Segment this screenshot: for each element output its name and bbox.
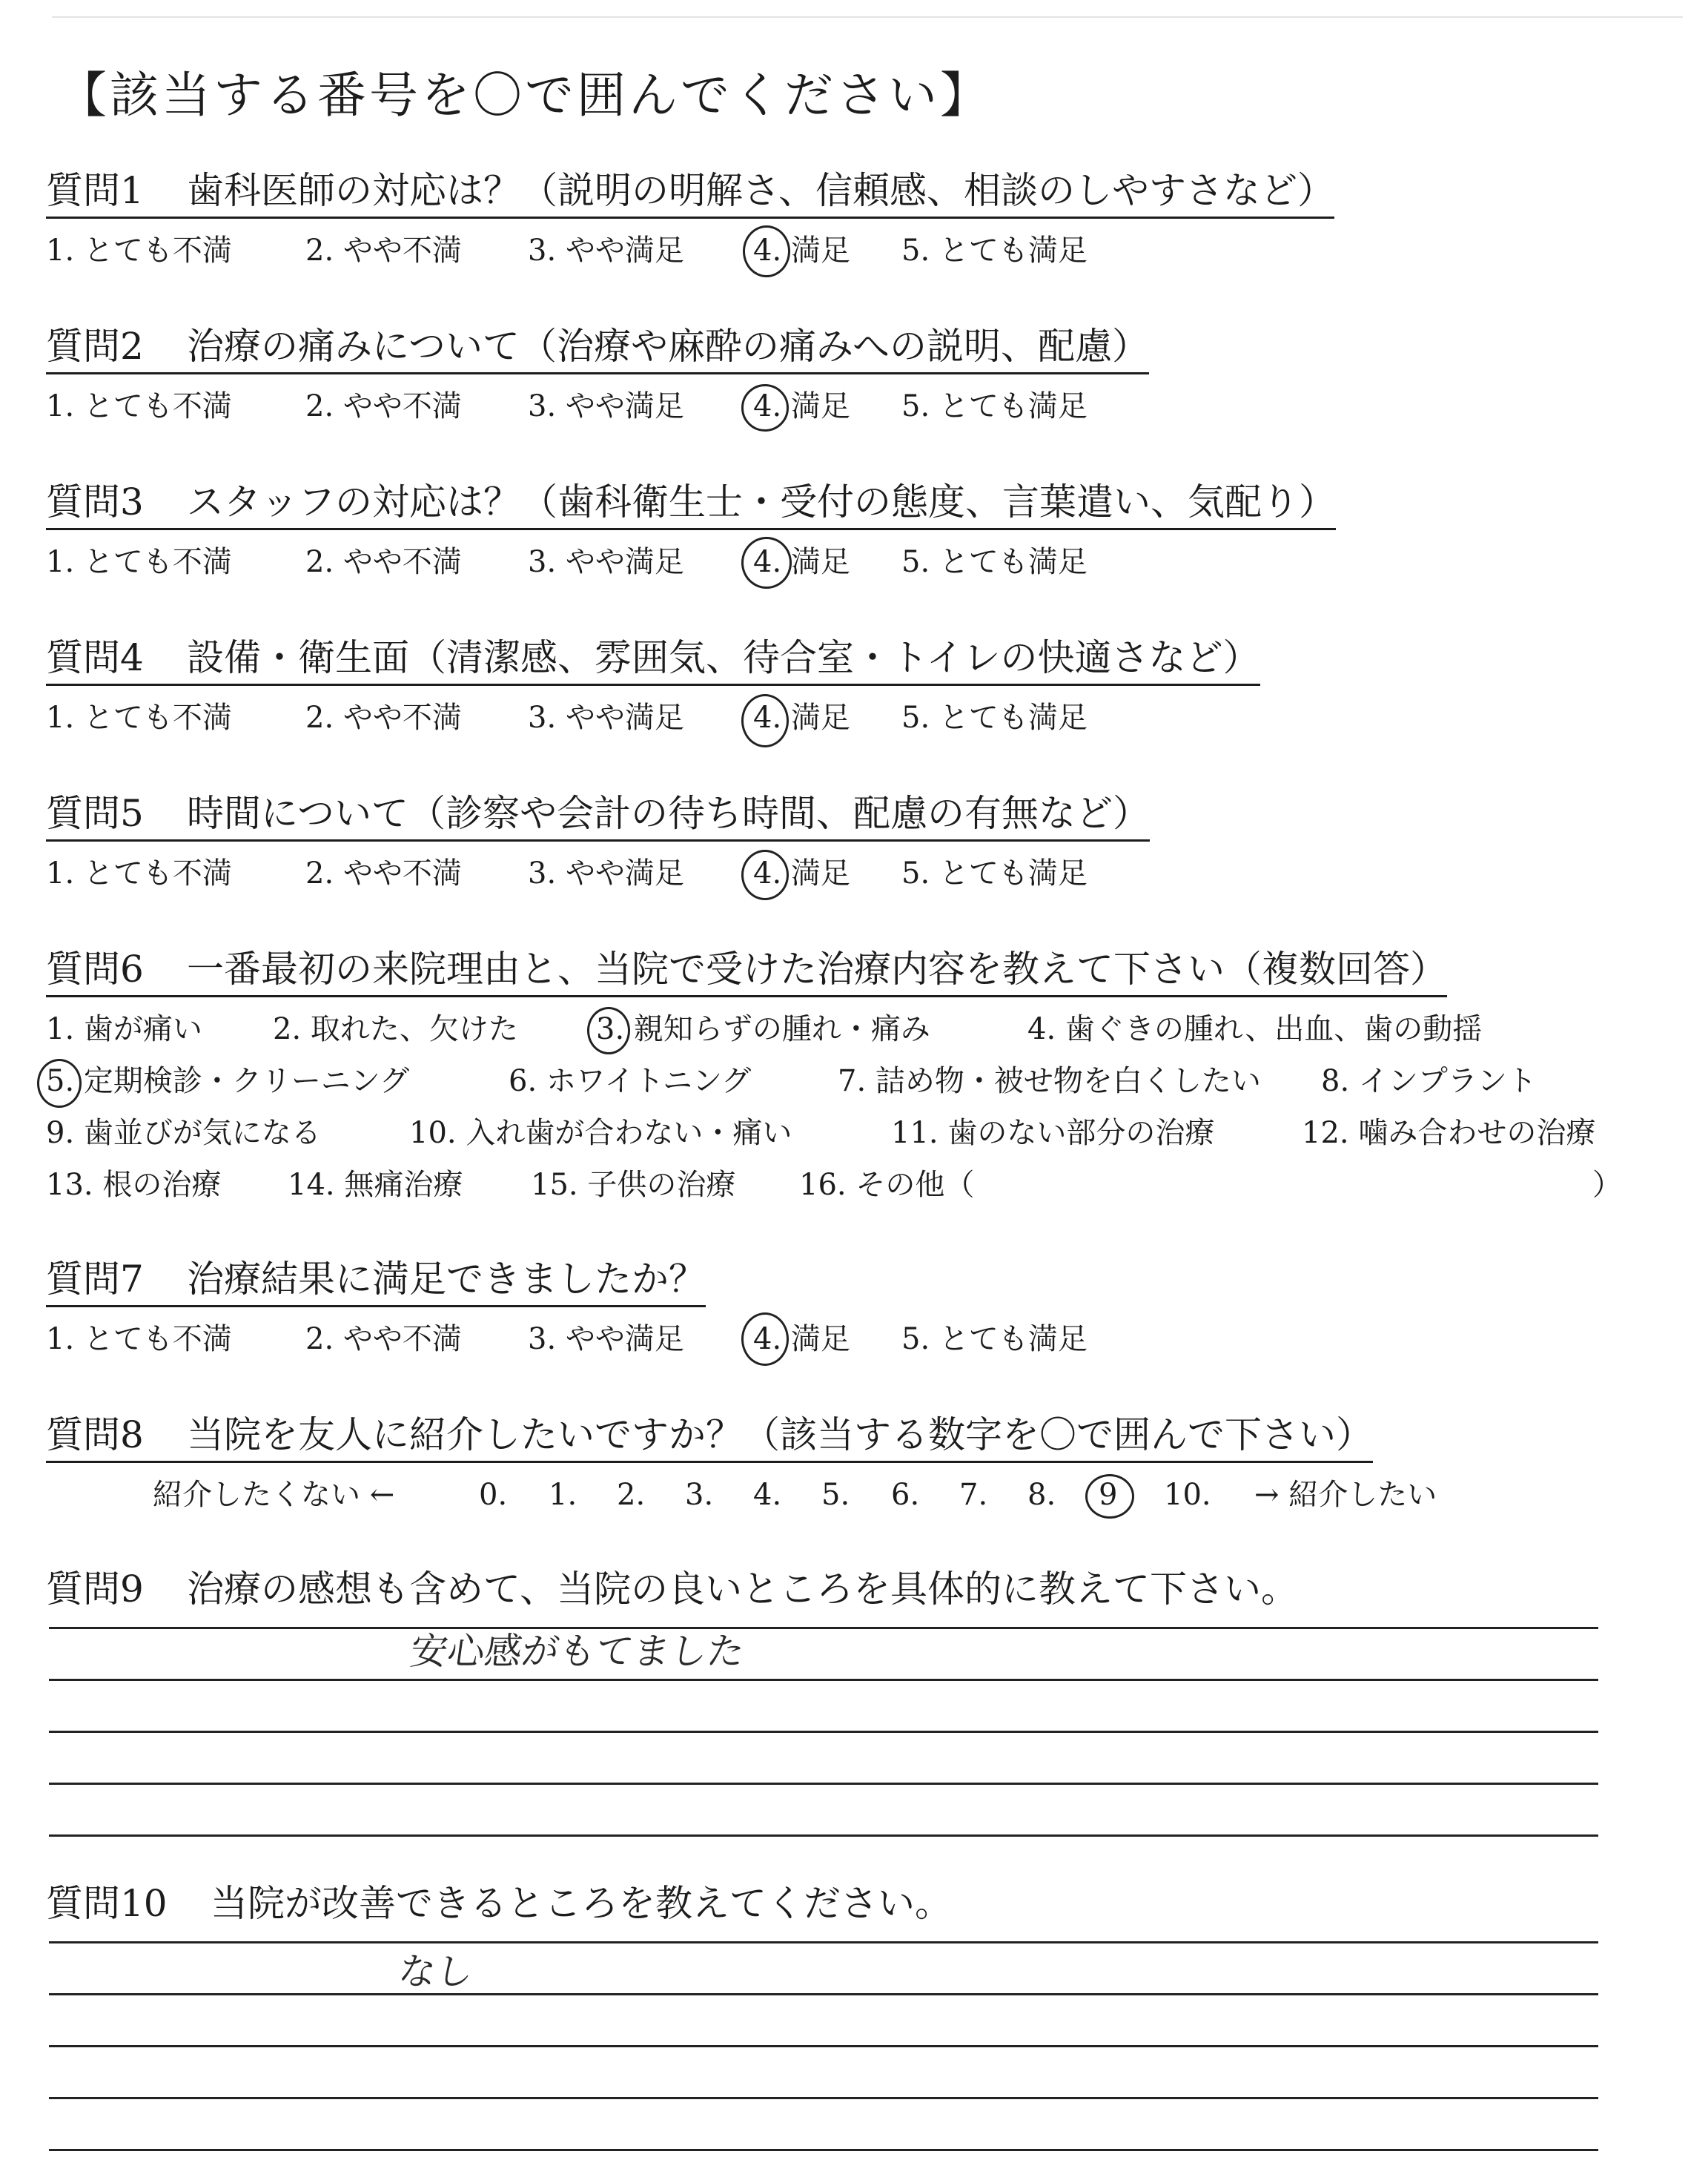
question-text: 治療の痛みについて（治療や麻酔の痛みへの説明、配慮） [187,325,1149,368]
treatment-option-14[interactable]: 14. 無痛治療 [288,1168,463,1202]
rating-option-3[interactable]: 3. やや満足 [528,545,684,579]
question-heading [46,325,1149,374]
rating-option-5[interactable]: 5. とても満足 [901,545,1088,579]
scale-value-2[interactable]: 2. [617,1478,646,1512]
treatment-option-16[interactable]: 16. その他（ [799,1168,975,1202]
handwritten-answer[interactable]: なし [395,1950,477,1993]
treatment-option-15[interactable]: 15. 子供の治療 [531,1168,736,1202]
scale-value-6[interactable]: 6. [891,1478,920,1512]
question-text: 治療結果に満足できましたか？ [187,1258,706,1301]
treatment-option-11[interactable]: 11. 歯のない部分の治療 [891,1116,1215,1150]
scale-right-label: → 紹介したい [1254,1478,1437,1512]
rating-option-5[interactable]: 5. とても満足 [901,856,1088,891]
question-number: 質問6 [46,948,144,991]
question-text: 当院が改善できるところを教えてください。 [211,1882,952,1925]
answer-line [49,2149,1598,2151]
rating-option-1[interactable]: 1. とても不満 [46,234,232,268]
question-text: 歯科医師の対応は？（説明の明解さ、信頼感、相談のしやすさなど） [187,169,1334,212]
rating-option-3[interactable]: 3. やや満足 [528,234,684,268]
rating-option-1[interactable]: 1. とても不満 [46,1322,232,1356]
question-text: スタッフの対応は？（歯科衛生士・受付の態度、言葉遣い、気配り） [187,480,1336,524]
scale-value-3[interactable]: 3. [685,1478,714,1512]
question-heading [46,1413,1373,1463]
question-number: 質問7 [46,1258,144,1301]
question-number: 質問5 [46,792,144,835]
handwritten-answer[interactable]: 安心感がもてました [407,1630,748,1673]
question-heading [46,1882,952,1925]
rating-option-3[interactable]: 3. やや満足 [528,389,684,423]
treatment-option-3[interactable]: 3. 親知らずの腫れ・痛み [596,1012,930,1046]
question-text: 当院を友人に紹介したいですか？（該当する数字を〇で囲んで下さい） [187,1413,1373,1456]
question-heading [46,948,1447,997]
page-title: 【該当する番号を〇で囲んでください】 [58,67,992,124]
question-text: 設備・衛生面（清潔感、雰囲気、待合室・トイレの快適さなど） [187,636,1260,679]
answer-line [49,2097,1598,2099]
question-number: 質問8 [46,1413,144,1456]
rating-option-3[interactable]: 3. やや満足 [528,1322,684,1356]
rating-option-4[interactable]: 4. 満足 [753,545,850,579]
treatment-option-1[interactable]: 1. 歯が痛い [46,1012,202,1046]
question-text: 一番最初の来院理由と、当院で受けた治療内容を教えて下さい（複数回答） [187,948,1447,991]
rating-option-5[interactable]: 5. とても満足 [901,389,1088,423]
answer-line [49,1993,1598,1995]
answer-line [49,1783,1598,1785]
rating-option-1[interactable]: 1. とても不満 [46,545,232,579]
treatment-option-2[interactable]: 2. 取れた、欠けた [273,1012,518,1046]
treatment-option-8[interactable]: 8. インプラント [1321,1064,1537,1098]
treatment-option-12[interactable]: 12. 噛み合わせの治療 [1302,1116,1596,1150]
question-heading [46,1258,706,1307]
question-text: 時間について（診察や会計の待ち時間、配慮の有無など） [187,792,1150,835]
rating-option-2[interactable]: 2. やや不満 [305,856,462,891]
question-number: 質問1 [46,169,144,212]
rating-option-3[interactable]: 3. やや満足 [528,856,684,891]
rating-option-4[interactable]: 4. 満足 [753,1322,850,1356]
rating-option-2[interactable]: 2. やや不満 [305,234,462,268]
rating-option-2[interactable]: 2. やや不満 [305,545,462,579]
rating-option-4[interactable]: 4. 満足 [753,389,850,423]
rating-option-5[interactable]: 5. とても満足 [901,234,1088,268]
other-close-paren: ） [1592,1168,1622,1202]
scale-value-7[interactable]: 7. [959,1478,988,1512]
scale-value-8[interactable]: 8. [1027,1478,1056,1512]
rating-option-5[interactable]: 5. とても満足 [901,1322,1088,1356]
rating-option-5[interactable]: 5. とても満足 [901,701,1088,735]
question-number: 質問10 [46,1882,168,1925]
question-number: 質問3 [46,480,144,524]
rating-option-4[interactable]: 4. 満足 [753,234,850,268]
scale-value-10[interactable]: 10. [1164,1478,1211,1512]
answer-line [49,1627,1598,1629]
question-heading [46,636,1260,686]
question-heading [46,480,1336,530]
scale-value-0[interactable]: 0. [479,1478,508,1512]
rating-option-4[interactable]: 4. 満足 [753,856,850,891]
rating-option-2[interactable]: 2. やや不満 [305,701,462,735]
page-top-rule [52,16,1683,18]
rating-option-1[interactable]: 1. とても不満 [46,701,232,735]
rating-option-4[interactable]: 4. 満足 [753,701,850,735]
question-number: 質問4 [46,636,144,679]
question-heading [46,169,1334,219]
question-heading [46,792,1150,842]
treatment-option-4[interactable]: 4. 歯ぐきの腫れ、出血、歯の動揺 [1027,1012,1483,1046]
treatment-option-5[interactable]: 5. 定期検診・クリーニング [46,1064,410,1098]
rating-option-1[interactable]: 1. とても不満 [46,856,232,891]
treatment-option-7[interactable]: 7. 詰め物・被せ物を白くしたい [838,1064,1261,1098]
answer-line [49,1941,1598,1943]
rating-option-2[interactable]: 2. やや不満 [305,1322,462,1356]
answer-line [49,2045,1598,2047]
answer-line [49,1834,1598,1837]
rating-option-3[interactable]: 3. やや満足 [528,701,684,735]
question-number: 質問2 [46,325,144,368]
scale-value-9[interactable]: 9 [1099,1478,1118,1512]
scale-value-1[interactable]: 1. [549,1478,577,1512]
treatment-option-10[interactable]: 10. 入れ歯が合わない・痛い [409,1116,792,1150]
answer-line [49,1679,1598,1681]
question-number: 質問9 [46,1568,144,1611]
treatment-option-9[interactable]: 9. 歯並びが気になる [46,1116,321,1150]
treatment-option-13[interactable]: 13. 根の治療 [46,1168,222,1202]
scale-left-label: 紹介したくない ← [153,1478,395,1512]
rating-option-2[interactable]: 2. やや不満 [305,389,462,423]
question-heading [46,1568,1298,1611]
scale-value-4[interactable]: 4. [753,1478,782,1512]
treatment-option-6[interactable]: 6. ホワイトニング [509,1064,752,1098]
question-text: 治療の感想も含めて、当院の良いところを具体的に教えて下さい。 [187,1568,1298,1611]
scale-value-5[interactable]: 5. [821,1478,850,1512]
rating-option-1[interactable]: 1. とても不満 [46,389,232,423]
answer-line [49,1731,1598,1733]
